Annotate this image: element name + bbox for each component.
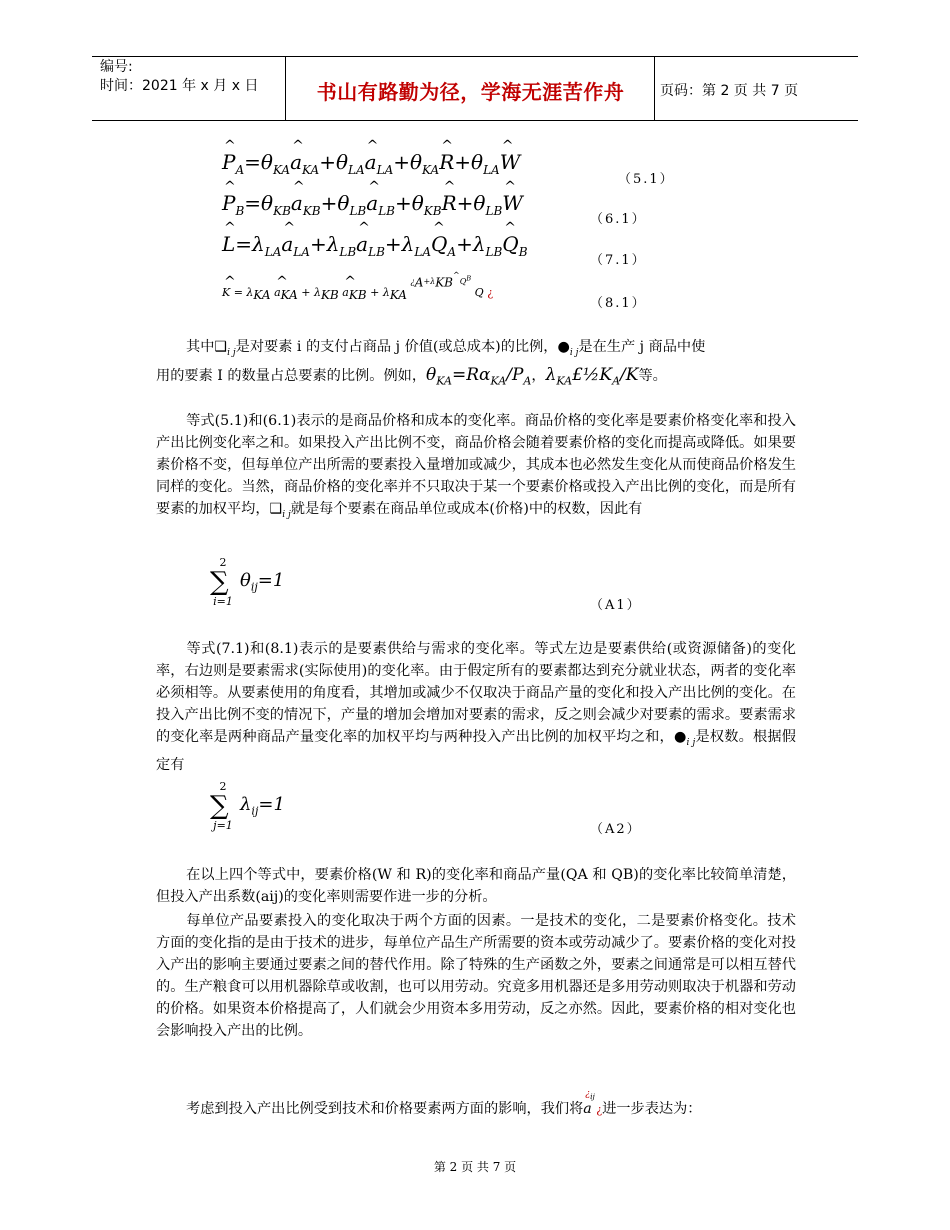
header-divider-right: [654, 57, 655, 120]
theta-symbol: $❑_{i j}$: [214, 339, 236, 358]
paragraph-conclusion: [156, 1089, 796, 1121]
equation-number: （6.1）: [590, 212, 647, 227]
a-ij-symbol: ¿$_{ij}$ a ¿: [583, 1089, 603, 1117]
para-text: 就是每个要素在商品单位或成本(价格)中的权数，因此有: [290, 501, 643, 517]
para-text: 是权数。根据假定有: [156, 729, 796, 773]
para-text: 其中: [186, 339, 215, 355]
equation-7-1: ^ $L=\lambda_{LA}\^{}$ $a_{LA}+\lambda_{LB}\^{}$ $a_{LB}+\lambda_{LA}\^{}$ $Q_A+\lambda_{LB}\^{}$ $Q_B$: [222, 232, 528, 259]
para-text: 等式(7.1)和(8.1)表示的是要素供给与需求的变化率。等式左边是要素供给(或资源储备)的变化率，右边则是要素需求(实际使用)的变化率。由于假定所有的要素都达到充分就业状态，两者的变化率必须相等。从要素使用的角度看，其增加或减少不仅取决于商品产量的变化和投入产出比例的变化。在投入产出比例不变的情况下，产量的增加会增加对要素的需求，反之则会减少对要素的需求。要素需求的变化率是两种商品产量变化率的加权平均与两种投入产出比例的加权平均之和，: [156, 641, 796, 745]
para-text: 在以上四个等式中，要素价格(W 和 R)的变化率和商品产量(QA 和 QB)的变化率比较简单清楚，但投入产出系数(aij)的变化率则需要作进一步的分析。: [156, 867, 796, 905]
equation-8-1: ^ $K = \lambda_{KA}$ ^ $a_{KA} + \lambda_{KB}$ ^ $a_{KB} + \lambda_{KA}$ $^{¿_A+\lambda_{KB}\^{}Q^B}$ Q ¿: [222, 286, 493, 302]
para-text: 是在生产 j 商品中使: [578, 339, 706, 355]
para-text: 进一步表达为：: [602, 1101, 702, 1117]
theta-symbol: $❑_{i j}$: [269, 501, 291, 520]
paragraph-four-equations: [156, 864, 796, 908]
page-footer: 第 2 页 共 7 页: [433, 1160, 517, 1174]
equation-5-1: ^ $P_A=\theta_{KA}\^{}$ $a_{KA}+\theta_{LA}\^{}$ $a_{LA}+\theta_{KA}\^{}$ $R+\theta_{LA}\^{}$ W: [222, 150, 520, 177]
equation-number: （A2）: [590, 822, 642, 837]
header-bottom-rule: [92, 120, 858, 121]
inline-formula: $\theta_{KA}=R\alpha_{KA}/P_A$: [426, 364, 532, 388]
paragraph-factor-supply: [156, 638, 796, 776]
header-number-label: 编号:: [100, 59, 133, 75]
para-text: 是对要素 i 的支付占商品 j 价值(或总成本)的比例，: [235, 339, 558, 355]
sum-theta-equation: 2 ∑ $\theta_{ij}=1$ i=1: [210, 556, 285, 608]
header-motto: 书山有路勤为径，学海无涯苦作舟: [316, 80, 625, 104]
equation-number: （8.1）: [590, 296, 647, 311]
para-text: 等。: [638, 367, 667, 384]
header-divider-left: [285, 57, 286, 120]
equation-number: （7.1）: [590, 253, 647, 268]
para-text: 等式(5.1)和(6.1)表示的是商品价格和成本的变化率。商品价格的变化率是要素价格变化率和投入产出比例变化率之和。如果投入产出比例不变，商品价格会随着要素价格的变化而提高或降低。如果要素价格不变，但每单位产出所需的要素投入量增加或减少，其成本也必然发生变化从而使商品价格发生同样的变化。当然，商品价格的变化率并不只取决于某一个要素价格或投入产出比例的变化，而是所有要素的加权平均，: [156, 413, 796, 517]
para-text: 考虑到投入产出比例受到技术和价格要素两方面的影响，我们将: [186, 1101, 584, 1117]
equation-number: （5.1）: [618, 172, 675, 187]
paragraph-input-change: [156, 910, 796, 1042]
header-top-rule: [92, 56, 858, 57]
header-meta: [100, 58, 258, 96]
inline-formula: $\lambda_{KA}£\frac{1}{2}K_A/K$: [545, 364, 639, 388]
para-text: 每单位产品要素投入的变化取决于两个方面的因素。一是技术的变化，二是要素价格变化。技术方面的变化指的是由于技术的进步，每单位产品生产所需要的资本或劳动减少了。要素价格的变化对投入产出的影响主要通过要素之间的替代作用。除了特殊的生产函数之外，要素之间通常是可以相互替代的。生产粮食可以用机器除草或收割，也可以用劳动。究竟多用机器还是多用劳动则取决于机器和劳动的价格。如果资本价格提高了，人们就会少用资本多用劳动，反之亦然。因此，要素价格的相对变化也会影响投入产出的比例。: [156, 913, 796, 1039]
header-time-label: 时间：2021 年 x 月 x 日: [100, 78, 259, 94]
equation-6-1: ^ $P_B=\theta_{KB}\^{}$ $a_{KB}+\theta_{LB}\^{}$ $a_{LB}+\theta_{KB}\^{}$ $R+\theta_{LB}\^{}$ W: [222, 191, 523, 218]
paragraph-price-change: [156, 410, 796, 526]
lambda-symbol: $●_{i j}$: [557, 339, 579, 358]
para-text: 用的要素 I 的数量占总要素的比例。例如，: [156, 367, 427, 384]
header-page-info: 页码：第 2 页 共 7 页: [660, 83, 799, 99]
paragraph-definitions: 其中$❑_{i j}$是对要素 i 的支付占商品 j 价值(或总成本)的比例，$●_{i j}$是在生产 j 商品中使 用的要素 I 的数量占总要素的比例。例如，$\theta_{KA}=R\alpha_{KA}/P_A$，$\lambda_{KA}£\frac{1}{2}K_A/K$等。: [156, 339, 706, 388]
sum-lambda-equation: 2 ∑ $\lambda_{ij}=1$ j=1: [210, 780, 285, 832]
lambda-symbol: $●_{i j}$: [673, 729, 696, 748]
equation-number: （A1）: [590, 598, 642, 613]
